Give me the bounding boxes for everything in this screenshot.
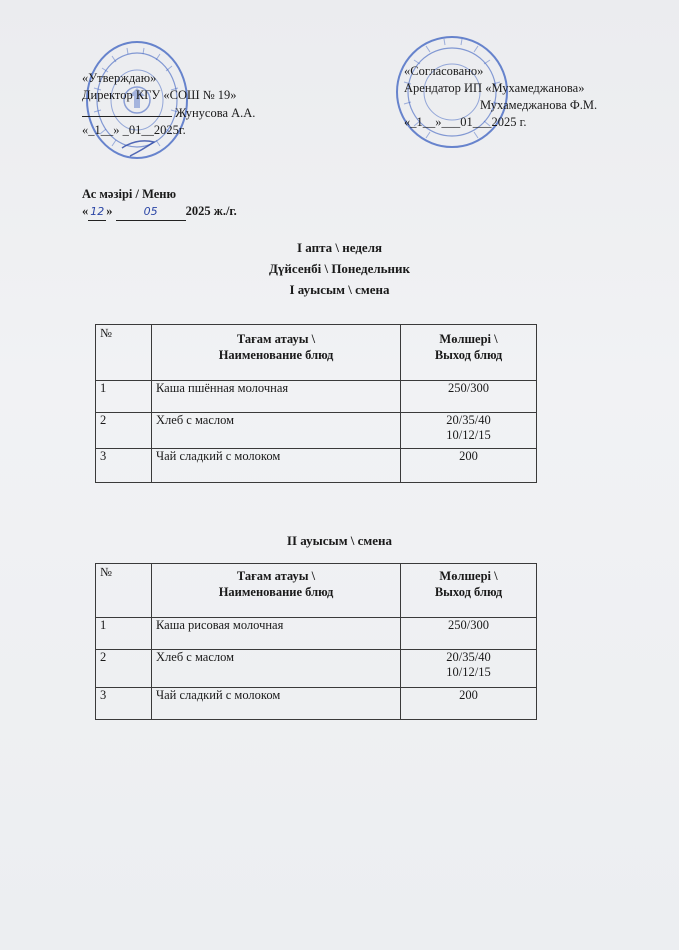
dish-name: Чай сладкий с молоком	[152, 449, 401, 483]
menu-date: « 12 » 05 2025 ж./г.	[82, 203, 237, 221]
dish-qty: 250/300	[401, 618, 537, 650]
menu-title: Ас мәзірі / Меню	[82, 187, 177, 201]
dish-qty: 200	[401, 688, 537, 720]
table-row: 2 Хлеб с маслом 20/35/40 10/12/15	[96, 650, 537, 688]
approve-date: «_1__» _01__2025г.	[82, 123, 186, 137]
agree-signature-line	[404, 97, 597, 114]
dish-name: Хлеб с маслом	[152, 650, 401, 688]
header-name: Тағам атауы \ Наименование блюд	[152, 325, 401, 381]
week-title: I апта \ неделя	[296, 240, 383, 255]
table-row: 2 Хлеб с маслом 20/35/40 10/12/15	[96, 413, 537, 449]
table-header-row	[96, 325, 537, 381]
menu-header	[82, 186, 237, 221]
dish-name: Хлеб с маслом	[152, 413, 401, 449]
dish-qty: 250/300	[401, 381, 537, 413]
table-header-row	[96, 564, 537, 618]
agreement-block	[404, 63, 597, 131]
header-num: №	[96, 325, 152, 381]
approve-title: «Утверждаю»	[82, 71, 157, 85]
shift2-title: II ауысым \ смена	[286, 533, 393, 548]
approve-signature-line	[82, 104, 255, 122]
menu-month: 05	[116, 203, 186, 221]
dish-name: Каша рисовая молочная	[152, 618, 401, 650]
agree-tenant: Арендатор ИП «Мухамеджанова»	[404, 81, 585, 95]
signature-field	[82, 104, 172, 117]
approve-director: Директор КГУ «СОШ № 19»	[82, 88, 237, 102]
approve-name: Жунусова А.А.	[175, 106, 256, 120]
agree-date: «_1__»___01___2025 г.	[404, 115, 527, 129]
agree-name: Мухамеджанова Ф.М.	[480, 98, 598, 112]
header-qty: Мөлшері \ Выход блюд	[401, 564, 537, 618]
day-title: Дүйсенбі \ Понедельник	[268, 261, 411, 276]
shift2-menu-table	[95, 563, 537, 720]
table-row: 3 Чай сладкий с молоком 200	[96, 449, 537, 483]
approval-block	[82, 70, 255, 139]
header-name: Тағам атауы \ Наименование блюд	[152, 564, 401, 618]
table-row: 1 Каша пшённая молочная 250/300	[96, 381, 537, 413]
menu-year: 2025 ж./г.	[185, 204, 237, 218]
dish-name: Чай сладкий с молоком	[152, 688, 401, 720]
dish-qty: 20/35/40 10/12/15	[401, 413, 537, 449]
table-row: 1 Каша рисовая молочная 250/300	[96, 618, 537, 650]
dish-name: Каша пшённая молочная	[152, 381, 401, 413]
header-qty: Мөлшері \ Выход блюд	[401, 325, 537, 381]
dish-qty: 200	[401, 449, 537, 483]
menu-day: 12	[88, 203, 106, 221]
shift1-title: I ауысым \ смена	[289, 282, 390, 297]
dish-qty: 20/35/40 10/12/15	[401, 650, 537, 688]
table-row: 3 Чай сладкий с молоком 200	[96, 688, 537, 720]
header-num: №	[96, 564, 152, 618]
agree-title: «Согласовано»	[404, 64, 484, 78]
shift1-menu-table	[95, 324, 537, 483]
